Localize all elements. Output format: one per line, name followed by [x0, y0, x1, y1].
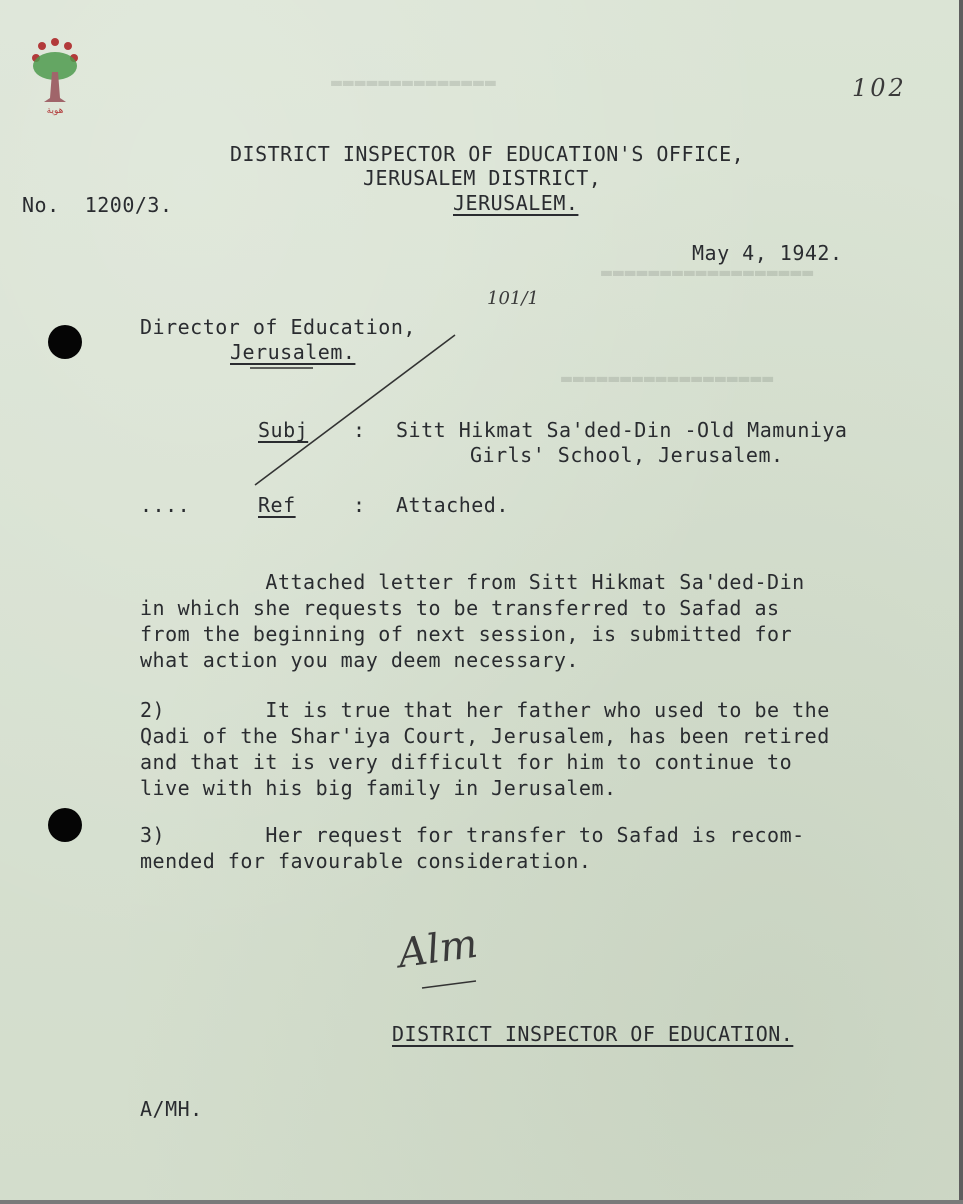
signature-underline: [420, 978, 480, 992]
logo-caption: هوية: [46, 106, 64, 116]
page-edge: [959, 0, 963, 1204]
paragraph-1-line: from the beginning of next session, is submitted for: [140, 622, 793, 646]
addressee-line-1: Director of Education,: [140, 315, 416, 339]
reference-label: Ref: [258, 493, 296, 517]
typist-initials: A/MH.: [140, 1097, 203, 1121]
subject-line-1: Sitt Hikmat Sa'ded-Din -Old Mamuniya: [396, 418, 848, 442]
paragraph-2-line: Qadi of the Shar'iya Court, Jerusalem, has been retired: [140, 724, 830, 748]
paragraph-1-line: Attached letter from Sitt Hikmat Sa'ded-Din: [140, 570, 805, 594]
reference-number: No. 1200/3.: [22, 193, 173, 217]
punch-hole: [48, 325, 82, 359]
pen-stroke: [250, 330, 460, 490]
paragraph-2-line: and that it is very difficult for him to continue to: [140, 750, 793, 774]
subject-line-2: Girls' School, Jerusalem.: [470, 443, 784, 467]
tree-logo: [28, 36, 82, 116]
addressee-line-2: Jerusalem.: [230, 340, 356, 364]
archive-number: 102: [852, 74, 907, 102]
paragraph-2-line: live with his big family in Jerusalem.: [140, 776, 617, 800]
letterhead-line-2: JERUSALEM DISTRICT,: [363, 166, 602, 190]
paragraph-3-line: mended for favourable consideration.: [140, 849, 592, 873]
paragraph-1-line: in which she requests to be transferred to Safad as: [140, 596, 780, 620]
punch-hole: [48, 808, 82, 842]
reference-value: Attached.: [396, 493, 509, 517]
bleed-through-text: ▬▬▬▬▬▬▬▬▬▬▬▬▬▬▬▬▬▬: [560, 368, 774, 389]
paragraph-3-line: 3) Her request for transfer to Safad is recom-: [140, 823, 805, 847]
paragraph-1-line: what action you may deem necessary.: [140, 648, 579, 672]
reference-dots: ....: [140, 493, 191, 517]
letter-date: May 4, 1942.: [692, 241, 843, 265]
folio-number: 101/1: [487, 288, 539, 309]
subject-colon: :: [353, 418, 366, 442]
bleed-through-text: ▬▬▬▬▬▬▬▬▬▬▬▬▬▬: [330, 72, 496, 93]
letterhead-line-1: DISTRICT INSPECTOR OF EDUCATION'S OFFICE,: [230, 142, 745, 166]
letterhead-line-3: JERUSALEM.: [453, 191, 579, 215]
signature-mark: Alm: [395, 920, 481, 978]
paragraph-2-line: 2) It is true that her father who used to be the: [140, 698, 830, 722]
reference-colon: :: [353, 493, 366, 517]
subject-label: Subj: [258, 418, 309, 442]
bleed-through-text: ▬▬▬▬▬▬▬▬▬▬▬▬▬▬▬▬▬▬: [600, 262, 814, 283]
signature-title: DISTRICT INSPECTOR OF EDUCATION.: [392, 1022, 794, 1046]
page-edge: [0, 1200, 963, 1204]
